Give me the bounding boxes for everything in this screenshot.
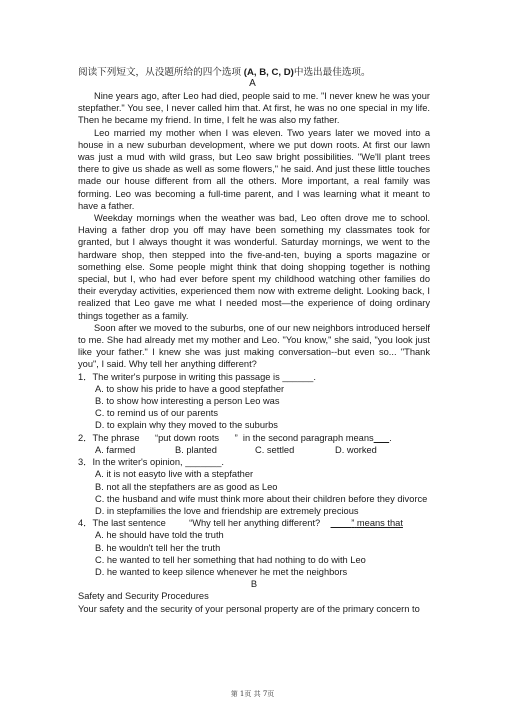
- question-stem-part: The last sentence: [92, 518, 166, 529]
- question-stem-part: in the second paragraph means: [242, 432, 374, 443]
- section-a-label: A: [249, 78, 256, 89]
- question-number: 4．: [78, 518, 93, 529]
- answer-blank: [374, 433, 390, 443]
- option: B. to show how interesting a person Leo was: [95, 396, 280, 407]
- option: D. to explain why they moved to the suburbs: [95, 420, 278, 431]
- question-stem: The writer's purpose in writing this passage is ______.: [92, 371, 316, 382]
- option: D. he wanted to keep silence whenever he met the neighbors: [95, 566, 348, 577]
- question-stem-part: The phrase: [92, 432, 140, 443]
- instruction-suffix: 中选出最佳选项。: [293, 67, 371, 78]
- passage-paragraph: Nine years ago, after Leo had died, people said to me. "I never knew he was your stepfather." You see, I never called him that. At first, he was no one special in my life. Then he became my friend. In time, I felt he was also my father.: [78, 91, 430, 126]
- option: B. planted: [175, 444, 217, 455]
- question-stem-part: means that: [356, 518, 403, 529]
- option-row: [95, 444, 430, 456]
- question-2: [78, 432, 430, 444]
- page-footer: 第 1页 共 7页: [230, 690, 275, 698]
- question-number: 1．: [78, 371, 93, 382]
- option: A. he should have told the truth: [95, 530, 224, 541]
- option: B. he wouldn't tell her the truth: [95, 542, 221, 553]
- question-number: 2．: [78, 432, 93, 443]
- question-4: [78, 517, 430, 529]
- question-stem-part: “put down roots: [155, 432, 220, 443]
- passage-paragraph: Soon after we moved to the suburbs, one of our new neighbors introduced herself to me. She had already met my mother and Leo. "You know," she said, "you look just like your father." I knew she was just making conversation--but even so... "Thank you", I said. Why tell her anything different?: [78, 322, 430, 370]
- question-3: [78, 456, 430, 468]
- option: C. to remind us of our parents: [95, 408, 218, 419]
- section-b-title: Safety and Security Procedures: [78, 591, 209, 602]
- option: B. not all the stepfathers are as good as Leo: [95, 481, 278, 492]
- question-stem-part: “Why tell her anything different?: [189, 518, 321, 529]
- question-stem-part: .: [389, 432, 392, 443]
- answer-blank: [331, 518, 403, 528]
- option: A. to show his pride to have a good stepfather: [95, 383, 285, 394]
- passage-paragraph: Weekday mornings when the weather was bad, Leo often drove me to school. Having a father drop you off may have been something my classmates took for granted, but I always thought it was wonderful. Saturday mornings, we went to the hardware shop, then stepped into the five-and-ten, buying a sports magazine or something else. Some people might think that doing shopping together is nothing special, but I, who had ever before spent my childhood watching other families do their everyday activities, experienced them now with extreme delight. Looking back, I realized that Leo gave me what I needed most—the experience of doing ordinary things together as a family.: [78, 213, 430, 321]
- option: C. settled: [255, 444, 295, 455]
- options-label: (A, B, C, D): [243, 67, 294, 78]
- option: C. he wanted to tell her something that had nothing to do with Leo: [95, 554, 366, 565]
- option: D. worked: [335, 444, 377, 455]
- passage-paragraph: Leo married my mother when I was eleven. Two years later we moved into a house in a new suburban development, where we put down roots. At first our lawn was just a mud with wild grass, but Leo saw bright possibilities. "We'll plant trees there to give us shade as well as some flowers," he said. And just these little touches made our house different from all the others. More important, a real family was forming. Leo was becoming a full-time parent, and I was learning what it meant to have a father.: [78, 127, 430, 211]
- option: D. in stepfamilies the love and friendship are extremely precious: [95, 505, 359, 516]
- question-1: [78, 371, 430, 383]
- instruction-line: [78, 64, 371, 78]
- section-b-label: B: [250, 579, 258, 590]
- passage-a: [78, 90, 430, 615]
- option: A. it is not easyto live with a stepfather: [95, 469, 254, 480]
- question-stem-part: ”: [234, 432, 238, 443]
- section-b-first-line: Your safety and the security of your personal property are of the primary concern to: [78, 603, 420, 614]
- question-stem-part: ”: [351, 518, 355, 529]
- question-stem: In the writer's opinion, _______.: [92, 457, 224, 468]
- option: C. the husband and wife must think more about their children before they divorce: [95, 493, 428, 504]
- instruction-prefix: 阅读下列短文，从没题所给的四个选项: [78, 67, 242, 78]
- option: A. farmed: [95, 444, 136, 455]
- question-number: 3．: [78, 457, 93, 468]
